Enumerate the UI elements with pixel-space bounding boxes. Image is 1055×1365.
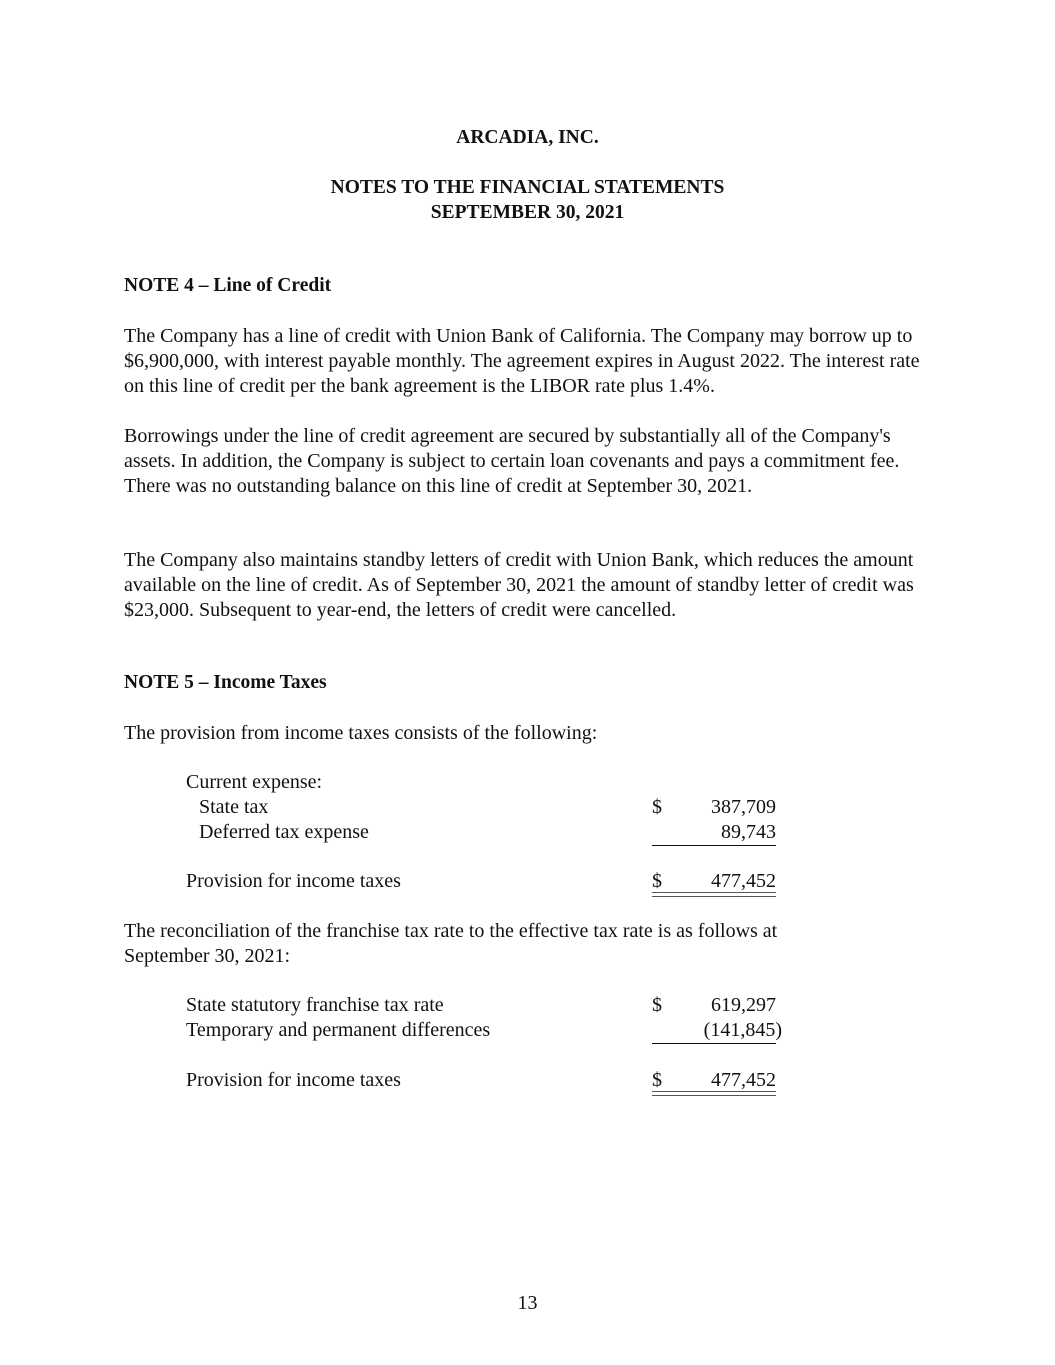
total-label: Provision for income taxes	[186, 1069, 401, 1091]
subtotal-underline	[652, 1043, 776, 1044]
row-label: Deferred tax expense	[199, 821, 369, 843]
page-number: 13	[517, 1292, 538, 1314]
row-amount: 619,297	[711, 994, 776, 1016]
row-amount: 387,709	[711, 796, 776, 818]
total-label: Provision for income taxes	[186, 870, 401, 892]
row-amount: (141,845)	[703, 1019, 782, 1041]
total-amount: 477,452	[711, 1069, 776, 1091]
table-row	[186, 820, 786, 845]
table-row	[186, 1018, 786, 1043]
note-4-paragraph-1: The Company has a line of credit with Union Bank of California. The Company may borrow up to $6,900,000, with interest payable monthly. The agreement expires in August 2022. The interest rate on this line of credit per the bank agreement is the LIBOR rate plus 1.4%.	[124, 325, 920, 397]
table-total-row	[186, 1068, 786, 1093]
total-amount: 477,452	[711, 870, 776, 892]
note-5-heading: NOTE 5 – Income Taxes	[124, 672, 327, 693]
document-title: NOTES TO THE FINANCIAL STATEMENTS	[330, 177, 725, 198]
currency-symbol: $	[652, 994, 662, 1016]
document-date: SEPTEMBER 30, 2021	[430, 202, 625, 223]
table-row	[186, 993, 786, 1018]
note-4-heading: NOTE 4 – Line of Credit	[124, 275, 332, 296]
subtotal-underline	[652, 845, 776, 846]
row-amount: 89,743	[721, 821, 776, 843]
note-5-intro: The provision from income taxes consists of the following:	[124, 722, 598, 744]
currency-symbol: $	[652, 1069, 662, 1091]
reconciliation-intro: The reconciliation of the franchise tax rate to the effective tax rate is as follows at September 30, 2021:	[124, 920, 778, 967]
company-name: ARCADIA, INC.	[456, 127, 599, 148]
table-row	[186, 795, 786, 820]
note-4-paragraph-3: The Company also maintains standby letters of credit with Union Bank, which reduces the amount available on the line of credit. As of September 30, 2021 the amount of standby letter of credit was $23,000. Subsequent to year-end, the letters of credit were cancelled.	[124, 549, 914, 621]
total-double-underline	[652, 1091, 776, 1096]
row-label: State tax	[199, 796, 269, 818]
currency-symbol: $	[652, 796, 662, 818]
row-label: State statutory franchise tax rate	[186, 994, 444, 1016]
group-label: Current expense:	[186, 771, 323, 793]
total-double-underline	[652, 892, 776, 897]
row-label: Temporary and permanent differences	[186, 1019, 491, 1041]
table-group-label-row	[186, 770, 786, 795]
table-total-row	[186, 869, 786, 894]
note-4-paragraph-2: Borrowings under the line of credit agreement are secured by substantially all of the Company's assets. In addition, the Company is subject to certain loan covenants and pays a commitment fee. There was no outstanding balance on this line of credit at September 30, 2021.	[124, 425, 900, 497]
currency-symbol: $	[652, 870, 662, 892]
